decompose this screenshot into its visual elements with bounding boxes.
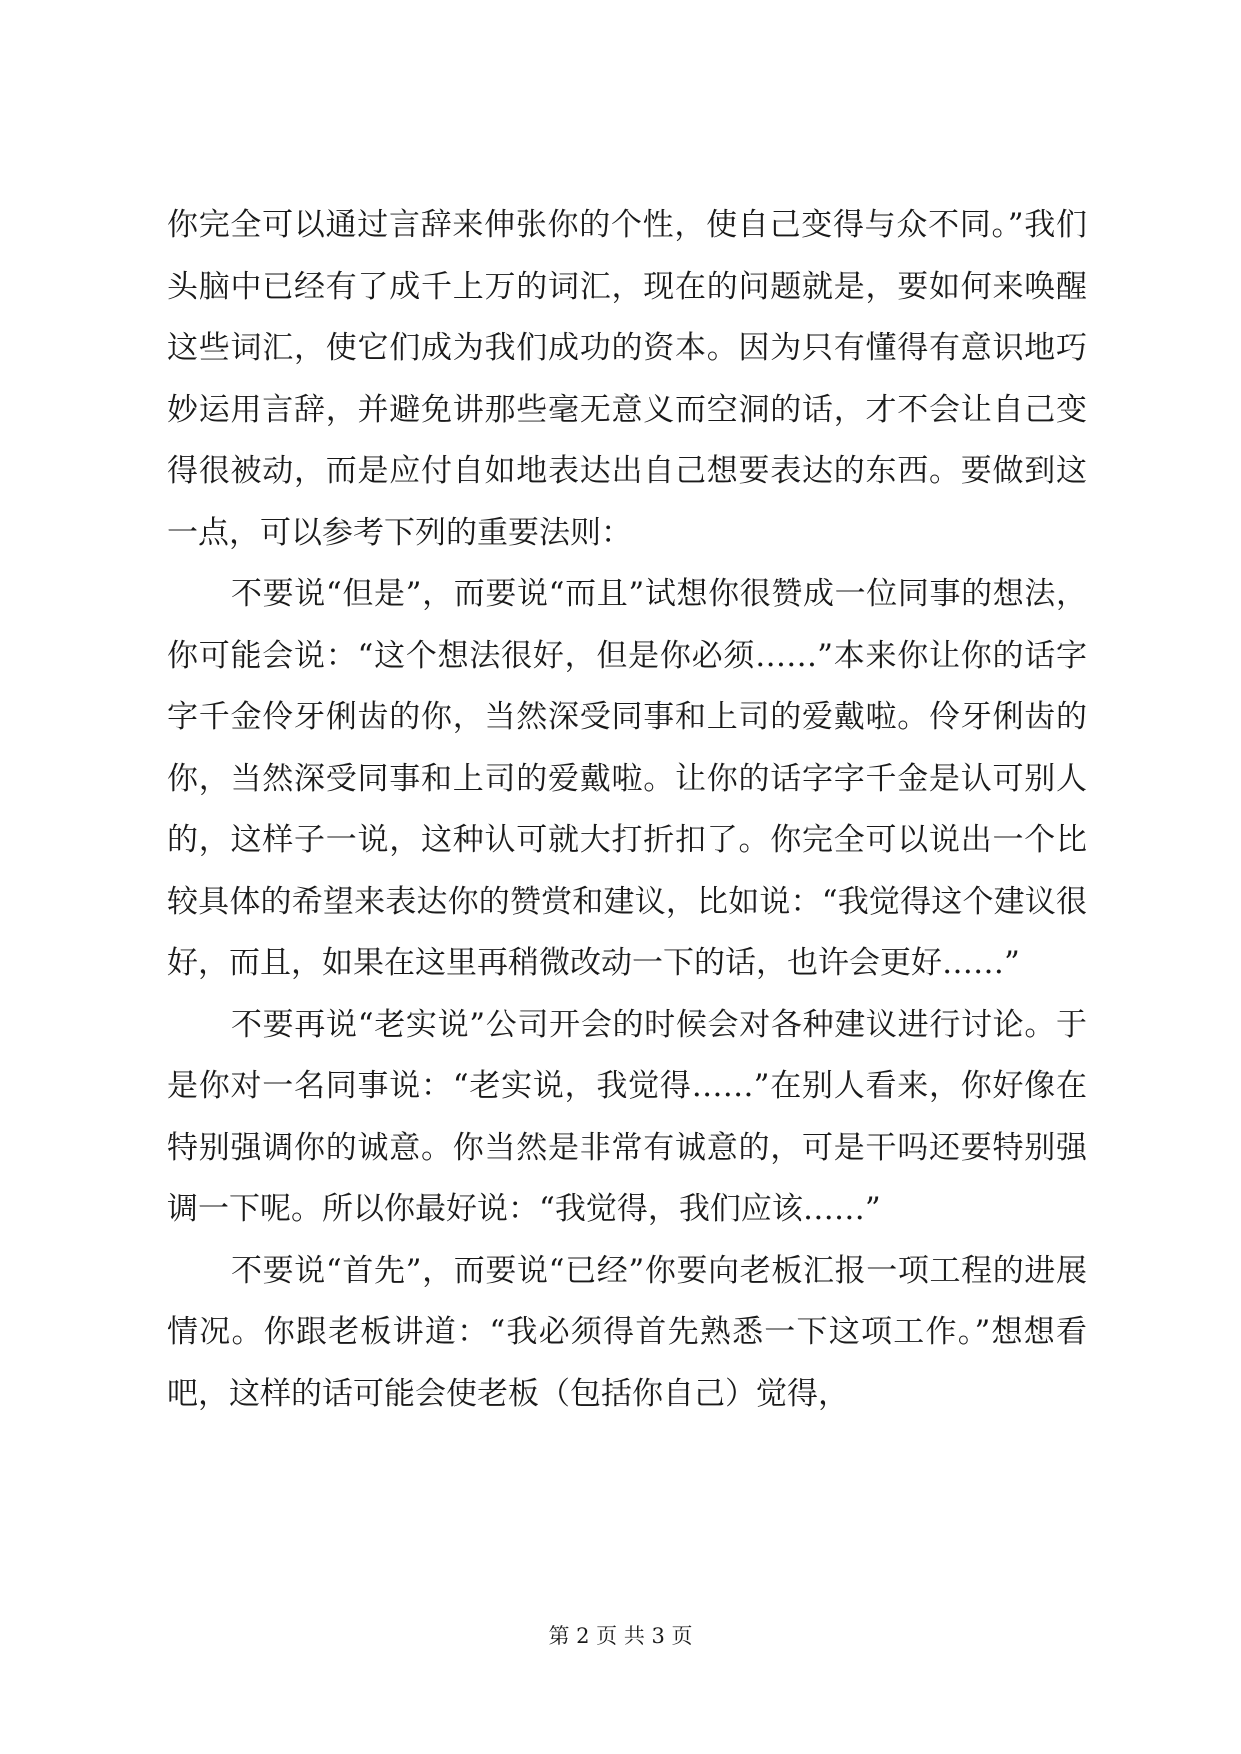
document-body xyxy=(167,195,1087,1425)
paragraph-3: 不要再说“老实说”公司开会的时候会对各种建议进行讨论。于是你对一名同事说：“老实说，我觉得……”在别人看来，你好像在特别强调你的诚意。你当然是非常有诚意的，可是干吗还要特别强调一下呢。所以你最好说：“我觉得，我们应该……” xyxy=(167,1006,1087,1227)
paragraph-1: 你完全可以通过言辞来伸张你的个性，使自己变得与众不同。”我们头脑中已经有了成千上万的词汇，现在的问题就是，要如何来唤醒这些词汇，使它们成为我们成功的资本。因为只有懂得有意识地巧妙运用言辞，并避免讲那些毫无意义而空洞的话，才不会让自己变得很被动，而是应付自如地表达出自己想要表达的东西。要做到这一点，可以参考下列的重要法则： xyxy=(167,207,1087,551)
page-number-footer: 第 2 页 共 3 页 xyxy=(548,1624,693,1648)
paragraph-2: 不要说“但是”，而要说“而且”试想你很赞成一位同事的想法，你可能会说：“这个想法很好，但是你必须……”本来你让你的话字字千金伶牙俐齿的你，当然深受同事和上司的爱戴啦。伶牙俐齿的你，当然深受同事和上司的爱戴啦。让你的话字字千金是认可别人的，这样子一说，这种认可就大打折扣了。你完全可以说出一个比较具体的希望来表达你的赞赏和建议，比如说：“我觉得这个建议很好，而且，如果在这里再稍微改动一下的话，也许会更好……” xyxy=(167,576,1087,981)
paragraph-4: 不要说“首先”，而要说“已经”你要向老板汇报一项工程的进展情况。你跟老板讲道：“我必须得首先熟悉一下这项工作。”想想看吧，这样的话可能会使老板（包括你自己）觉得， xyxy=(167,1252,1087,1412)
